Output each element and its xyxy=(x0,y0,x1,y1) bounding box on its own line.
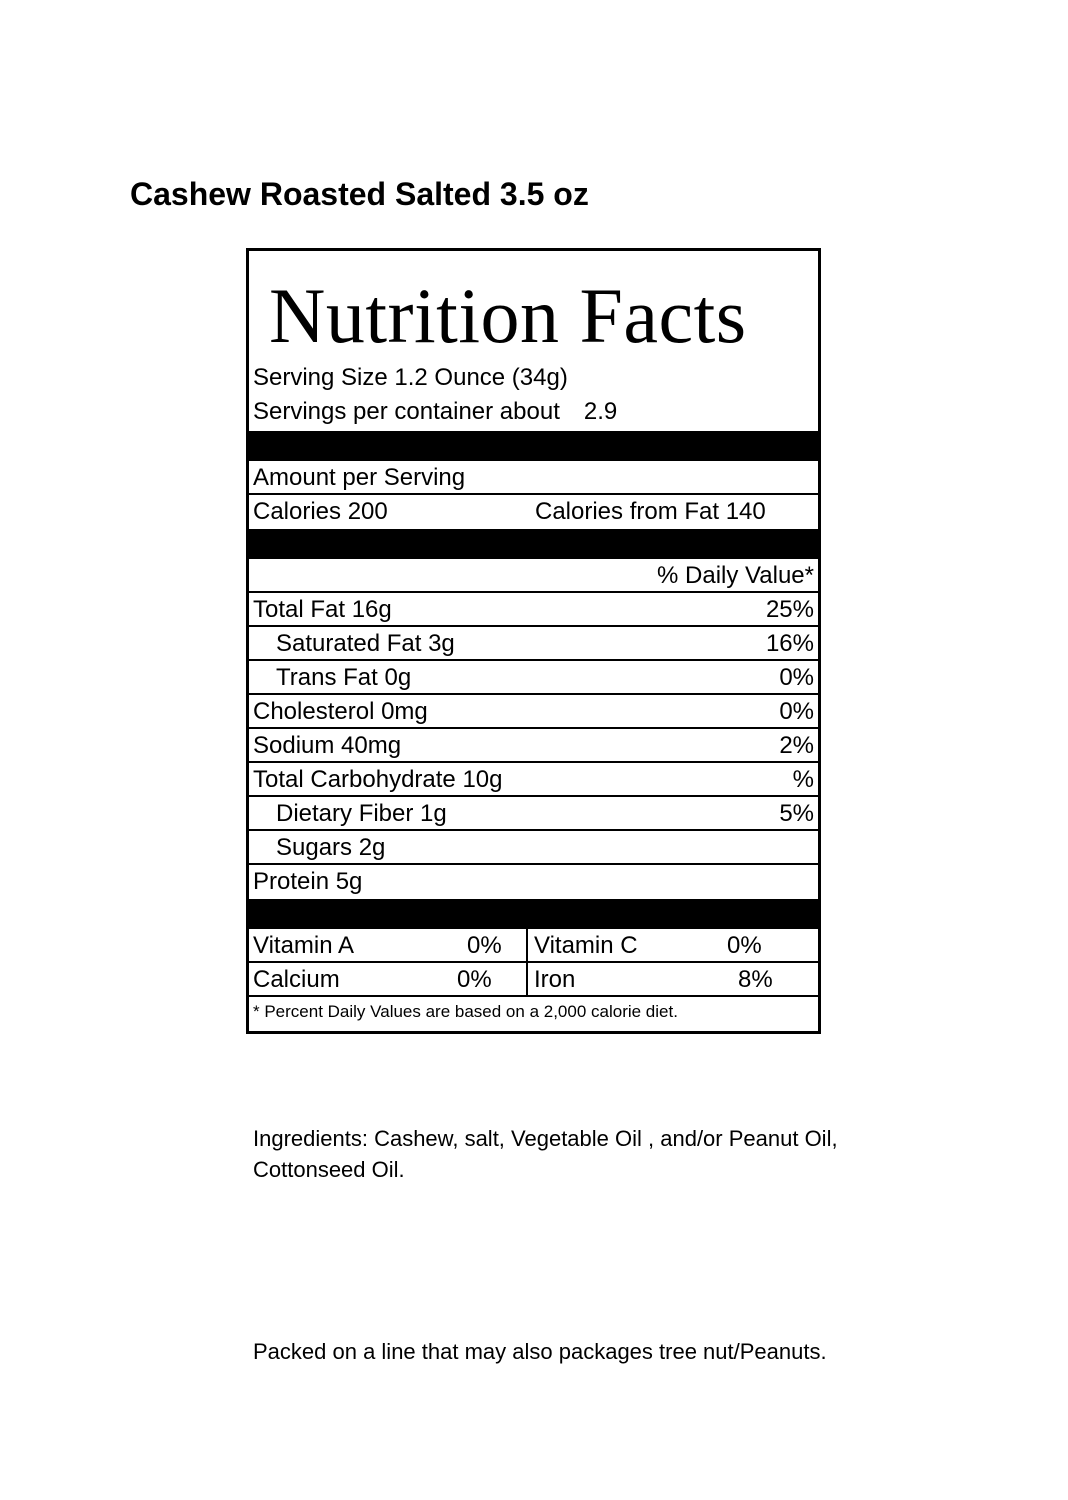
nutrient-name: Dietary Fiber 1g xyxy=(276,800,447,827)
thick-divider xyxy=(249,431,818,461)
nutrition-facts-label xyxy=(246,248,821,1034)
nutrient-dv: 0% xyxy=(779,664,814,691)
nutrient-dv: % xyxy=(792,766,814,793)
nutrient-dv: 25% xyxy=(765,596,814,623)
vitamin-value: 8% xyxy=(738,966,773,993)
nutrient-row xyxy=(249,797,818,831)
nutrition-facts-title: Nutrition Facts xyxy=(269,272,747,359)
nutrient-dv: 16% xyxy=(765,630,814,657)
nutrient-name: Cholesterol 0mg xyxy=(253,698,428,725)
footnote: * Percent Daily Values are based on a 2,000 calorie diet. xyxy=(253,1002,678,1021)
servings-per-container-label: Servings per container about xyxy=(253,398,560,425)
vitamin-value: 0% xyxy=(727,932,762,959)
amount-per-serving: Amount per Serving xyxy=(253,464,466,491)
calories-row xyxy=(249,495,818,529)
nutrient-dv: 0% xyxy=(779,698,814,725)
nutrient-row xyxy=(249,627,818,661)
vitamin-value: 0% xyxy=(457,966,492,993)
nutrient-name: Sugars 2g xyxy=(276,834,386,861)
calories: Calories 200 xyxy=(253,498,388,525)
vitamin-name: Calcium xyxy=(253,966,340,993)
nutrient-dv: 5% xyxy=(779,800,814,827)
label-body xyxy=(249,431,818,1027)
ingredients: Ingredients: Cashew, salt, Vegetable Oil , and/or Peanut Oil, Cottonseed Oil. xyxy=(253,1126,838,1182)
vitamin-name: Vitamin C xyxy=(534,932,638,959)
amount-per-serving-row xyxy=(249,461,818,495)
daily-value-header: % Daily Value* xyxy=(657,562,814,589)
vitamin-divider xyxy=(526,963,528,995)
nutrient-row xyxy=(249,831,818,865)
calories-from-fat: Calories from Fat 140 xyxy=(535,498,766,525)
servings-per-container-value: 2.9 xyxy=(583,398,618,425)
nutrient-row xyxy=(249,695,818,729)
nutrient-row xyxy=(249,593,818,627)
vitamin-divider xyxy=(526,929,528,961)
thick-divider xyxy=(249,899,818,929)
vitamin-value: 0% xyxy=(467,932,502,959)
nutrient-row xyxy=(249,729,818,763)
product-title: Cashew Roasted Salted 3.5 oz xyxy=(130,176,589,212)
vitamin-row xyxy=(249,963,818,997)
vitamin-name: Iron xyxy=(534,966,576,993)
vitamin-row xyxy=(249,929,818,963)
servings-per-container xyxy=(253,395,817,429)
nutrient-row xyxy=(249,661,818,695)
nutrient-name: Total Fat 16g xyxy=(253,596,392,623)
nutrient-name: Trans Fat 0g xyxy=(276,664,412,691)
vitamin-name: Vitamin A xyxy=(253,932,354,959)
thick-divider xyxy=(249,529,818,559)
nutrient-dv: 2% xyxy=(779,732,814,759)
nutrient-row xyxy=(249,865,818,899)
allergen-note: Packed on a line that may also packages tree nut/Peanuts. xyxy=(253,1339,827,1364)
nutrient-name: Sodium 40mg xyxy=(253,732,402,759)
nutrient-row xyxy=(249,763,818,797)
nutrient-name: Saturated Fat 3g xyxy=(276,630,455,657)
serving-size: Serving Size 1.2 Ounce (34g) xyxy=(253,364,568,391)
daily-value-header-row xyxy=(249,559,818,593)
nutrient-name: Protein 5g xyxy=(253,868,363,895)
nutrient-name: Total Carbohydrate 10g xyxy=(253,766,503,793)
